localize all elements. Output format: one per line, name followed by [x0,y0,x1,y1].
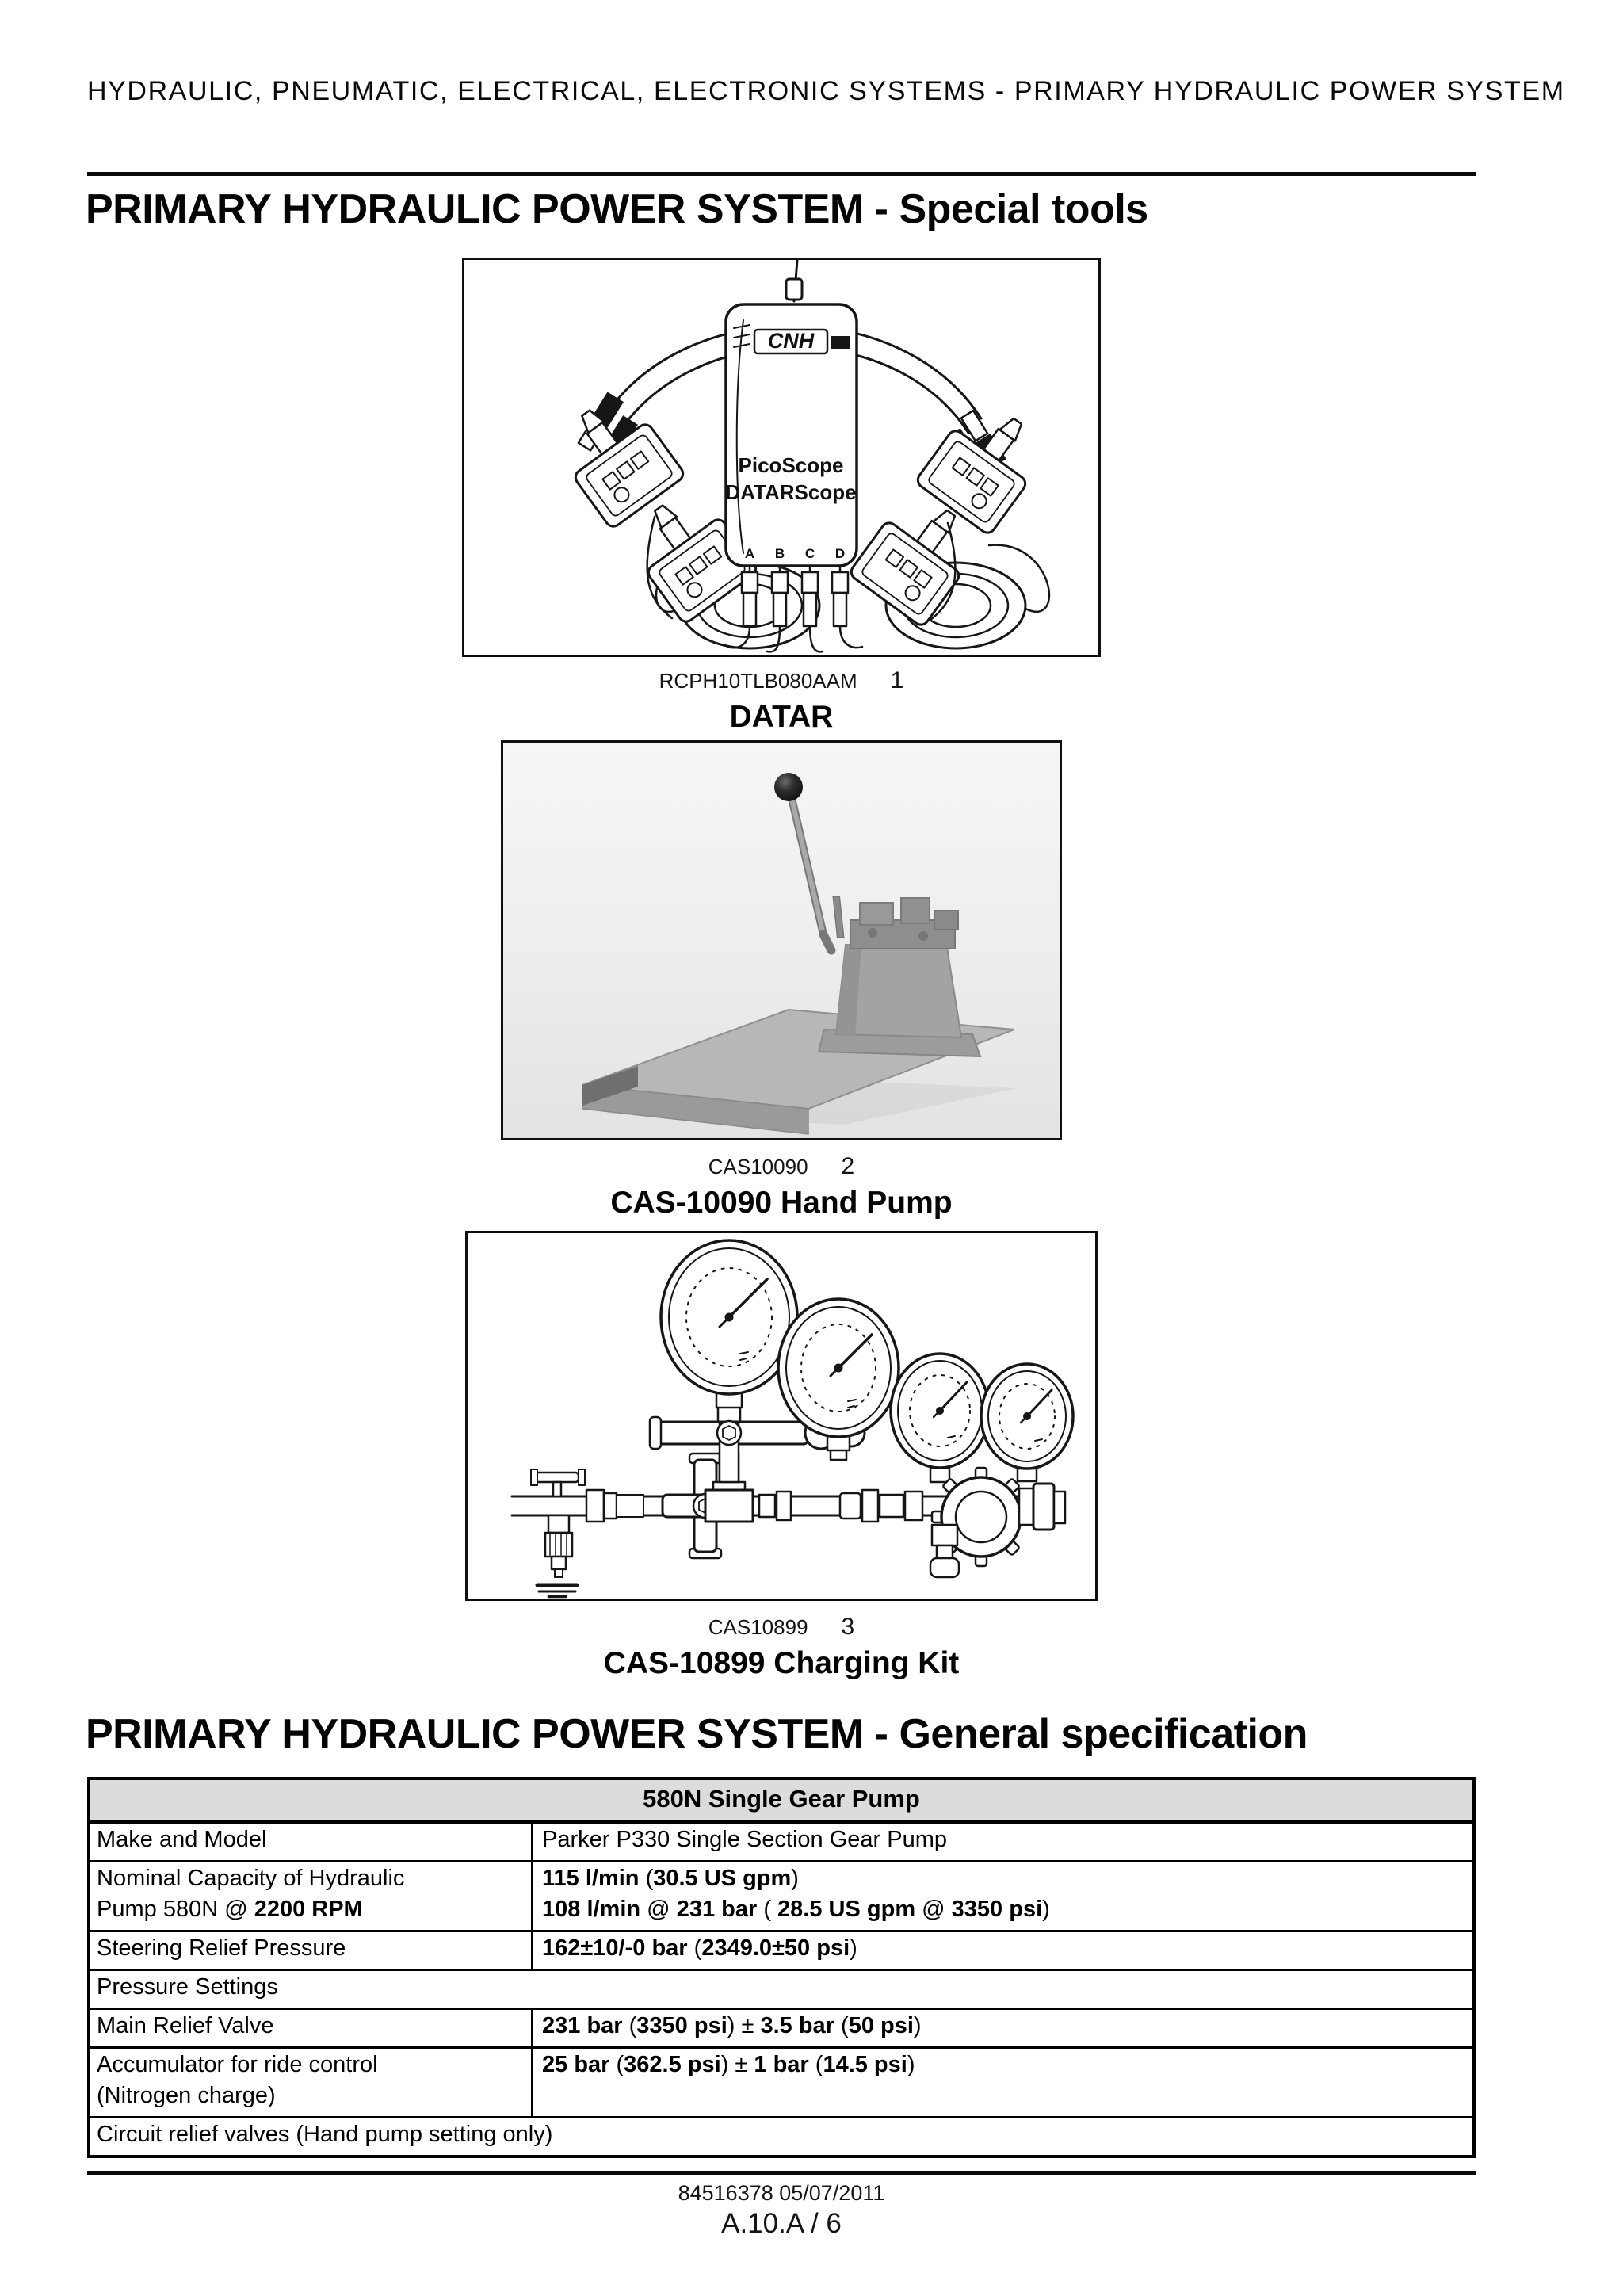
port-b-label: B [774,546,785,561]
spec-value-cell: 115 l/min (30.5 US gpm) 108 l/min @ 231 bar ( 28.5 US gpm @ 3350 psi) [532,1862,1474,1931]
hand-pump-photo [503,743,1060,1138]
figure-ref-code: CAS10090 [708,1155,808,1179]
figure-ref-code: RCPH10TLB080AAM [659,669,857,693]
figure-hand-pump-caption [87,1153,1476,1221]
header-divider [87,172,1476,176]
table-row [89,2118,1474,2157]
spec-table [87,1777,1476,2158]
figure-number: 1 [890,667,904,693]
figure-datar-image [462,258,1101,657]
figure-number: 2 [841,1153,855,1179]
spec-table-header-row [89,1778,1474,1822]
table-row [89,1822,1474,1862]
figure-title: CAS-10090 Hand Pump [610,1186,953,1220]
spec-value-cell: 231 bar (3350 psi) ± 3.5 bar (50 psi) [532,2009,1474,2048]
section-row-cell: Circuit relief valves (Hand pump setting only) [89,2118,1474,2157]
figure-charging-kit-image [465,1231,1098,1601]
section-title-general-specification: PRIMARY HYDRAULIC POWER SYSTEM - General specification [86,1711,1308,1757]
table-row [89,2009,1474,2048]
table-row [89,1931,1474,1970]
running-header: HYDRAULIC, PNEUMATIC, ELECTRICAL, ELECTRONIC SYSTEMS - PRIMARY HYDRAULIC POWER SYSTEM [87,76,1565,106]
figure-title: DATAR [729,700,834,734]
port-d-label: D [834,546,846,561]
cnh-logo-label: CNH [767,329,815,353]
table-row [89,1970,1474,2009]
port-c-label: C [804,546,815,561]
spec-value-cell: 162±10/-0 bar (2349.0±50 psi) [532,1931,1474,1970]
datarscope-label: DATARScope [725,480,857,504]
footer-doc-number: 84516378 05/07/2011 [678,2181,885,2205]
section-title-special-tools: PRIMARY HYDRAULIC POWER SYSTEM - Special tools [86,186,1148,232]
spec-label-cell: Main Relief Valve [89,2009,532,2048]
spec-value-cell: 25 bar (362.5 psi) ± 1 bar (14.5 psi) [532,2048,1474,2118]
footer-divider [87,2171,1476,2175]
footer-page-reference: A.10.A / 6 [721,2208,842,2239]
spec-label-cell: Nominal Capacity of Hydraulic Pump 580N @ 2200 RPM [89,1862,532,1931]
datar-illustration [464,260,1098,655]
figure-datar-caption [87,667,1476,735]
spec-table-body [89,1822,1474,2157]
spec-label-cell: Accumulator for ride control (Nitrogen charge) [89,2048,532,2118]
table-row [89,2048,1474,2118]
figure-ref-code: CAS10899 [708,1615,808,1639]
section-row-cell: Pressure Settings [89,1970,1474,2009]
figure-charging-kit-caption [87,1614,1476,1681]
figure-title: CAS-10899 Charging Kit [603,1646,960,1680]
spec-value-cell: Parker P330 Single Section Gear Pump [532,1822,1474,1862]
spec-label-cell: Make and Model [89,1822,532,1862]
port-a-label: A [744,546,755,561]
figure-number: 3 [841,1614,855,1640]
spec-table-title: 580N Single Gear Pump [89,1778,1474,1822]
figure-hand-pump-image [501,740,1062,1140]
table-row [89,1862,1474,1931]
picoscope-label: PicoScope [738,453,844,477]
spec-label-cell: Steering Relief Pressure [89,1931,532,1970]
charging-kit-illustration [468,1233,1095,1599]
